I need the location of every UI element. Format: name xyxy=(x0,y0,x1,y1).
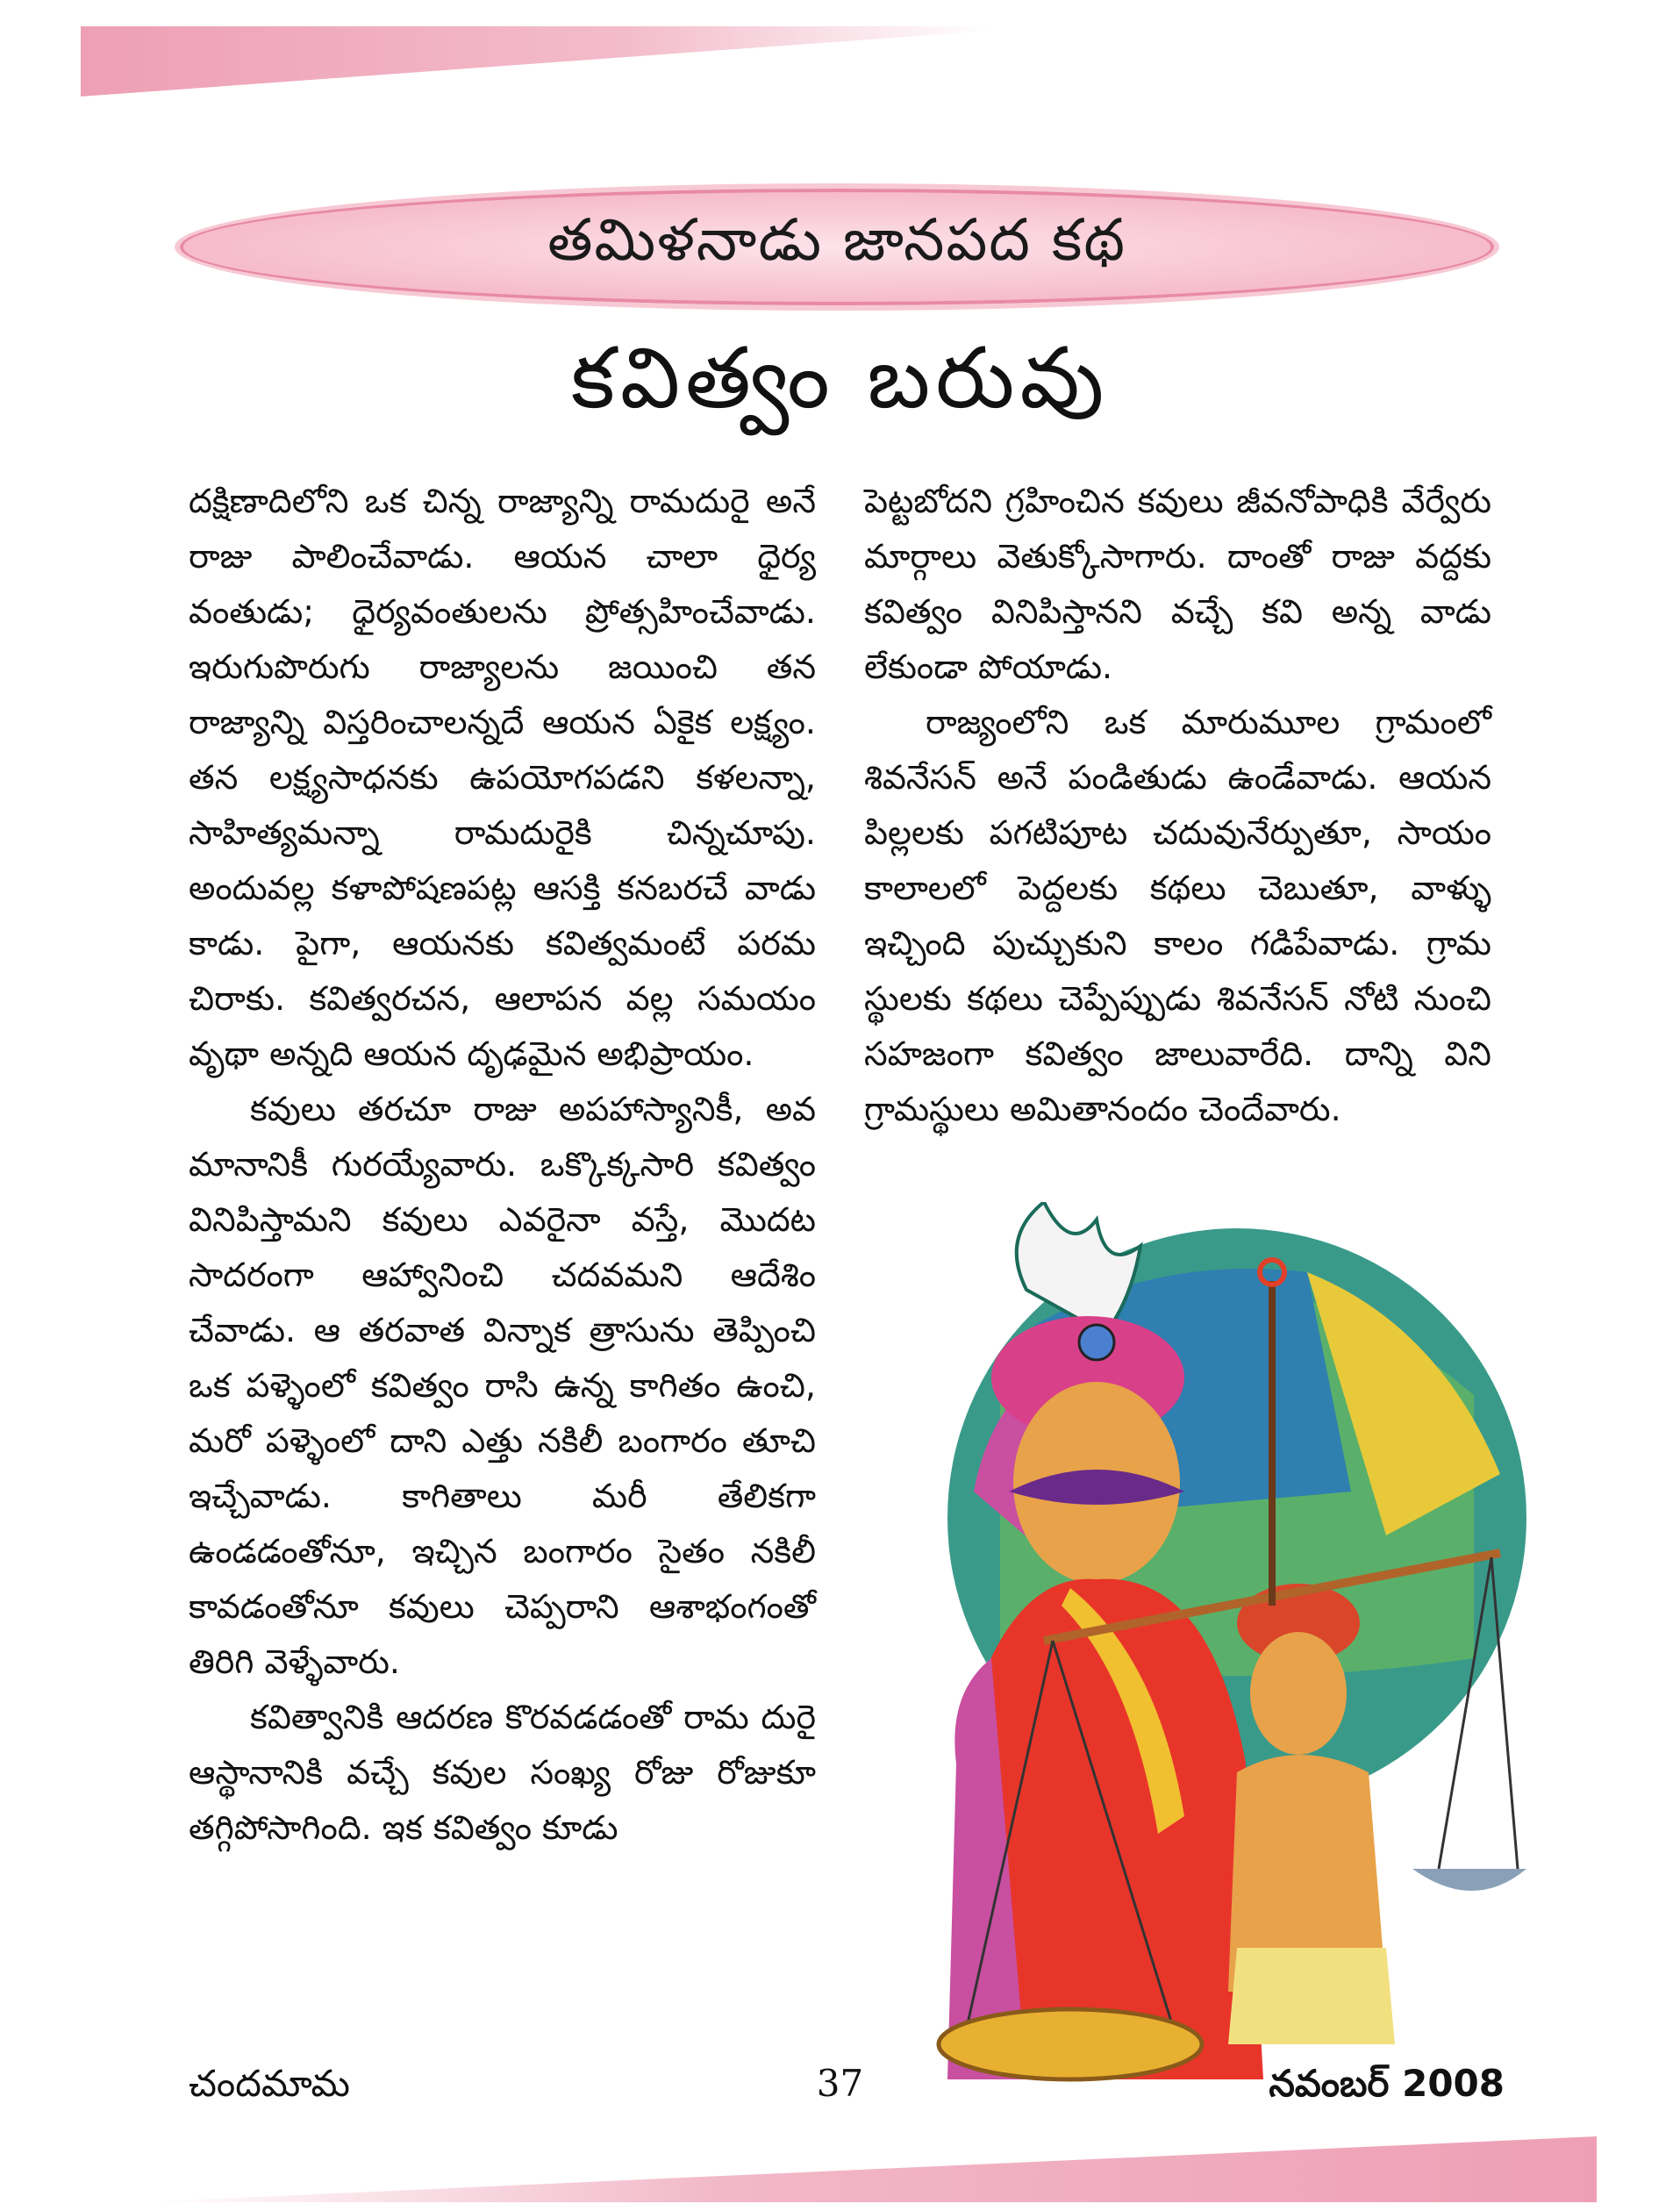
left-column xyxy=(189,474,816,1856)
page-number: 37 xyxy=(816,2062,864,2105)
footer-magazine-name: చందమామ xyxy=(189,2062,350,2105)
section-banner xyxy=(180,189,1494,305)
story-illustration xyxy=(895,1202,1526,2106)
top-decorative-stripe xyxy=(81,26,993,97)
paragraph: దక్షిణాదిలోని ఒక చిన్న రాజ్యాన్ని రామదురై అనే రాజు పాలించేవాడు. ఆయన చాలా ధైర్య వంతుడు; ధైర్యవంతులను ప్రోత్సహించేవాడు. ఇరుగుపొరుగు రాజ్యాలను జయించి తన రాజ్యాన్ని విస్తరించాలన్నదే ఆయన ఏకైక లక్ష్యం. తన లక్ష్యసాధనకు ఉపయోగపడని కళలన్నా, సాహిత్యమన్నా రామదురైకి చిన్నచూపు. అందువల్ల కళాపోషణపట్ల ఆసక్తి కనబరచే వాడు కాడు. పైగా, ఆయనకు కవిత్వమంటే పరమ చిరాకు. కవిత్వరచన, ఆలాపన వల్ల సమయం వృథా అన్నది ఆయన దృఢమైన అభిప్రాయం. xyxy=(189,482,816,1073)
footer-issue-date: నవంబర్ 2008 xyxy=(1269,2062,1505,2105)
right-column xyxy=(864,474,1491,1137)
paragraph: రాజ్యంలోని ఒక మారుమూల గ్రామంలో శివనేసన్ అనే పండితుడు ఉండేవాడు. ఆయన పిల్లలకు పగటిపూట చదువునేర్పుతూ, సాయం కాలాలలో పెద్దలకు కథలు చెబుతూ, వాళ్ళు ఇచ్చింది పుచ్చుకుని కాలం గడిపేవాడు. గ్రామ స్థులకు కథలు చెప్పేప్పుడు శివనేసన్ నోటి నుంచి సహజంగా కవిత్వం జాలువారేది. దాన్ని విని గ్రామస్థులు అమితానందం చెందేవారు. xyxy=(864,703,1491,1128)
bottom-decorative-stripe xyxy=(140,2136,1597,2202)
paragraph: పెట్టబోదని గ్రహించిన కవులు జీవనోపాధికి వేర్వేరు మార్గాలు వెతుక్కోసాగారు. దాంతో రాజు వద్దకు కవిత్వం వినిపిస్తానని వచ్చే కవి అన్న వాడు లేకుండా పోయాడు. xyxy=(864,482,1491,686)
story-title: కవిత్వం బరువు xyxy=(570,329,1110,427)
banner-text: తమిళనాడు జానపద కథ xyxy=(547,206,1126,274)
paragraph: కవిత్వానికి ఆదరణ కొరవడడంతో రామ దురై ఆస్థానానికి వచ్చే కవుల సంఖ్య రోజు రోజుకూ తగ్గిపోసాగింది. ఇక కవిత్వం కూడు xyxy=(189,1698,816,1847)
paragraph: కవులు తరచూ రాజు అపహాస్యానికీ, అవ మానానికీ గురయ్యేవారు. ఒక్కొక్కసారి కవిత్వం వినిపిస్తామని కవులు ఎవరైనా వస్తే, మొదట సాదరంగా ఆహ్వానించి చదవమని ఆదేశిం చేవాడు. ఆ తరవాత విన్నాక త్రాసును తెప్పించి ఒక పళ్ళెంలో కవిత్వం రాసి ఉన్న కాగితం ఉంచి, మరో పళ్ళెంలో దాని ఎత్తు నకిలీ బంగారం తూచి ఇచ్చేవాడు. కాగితాలు మరీ తేలికగా ఉండడంతోనూ, ఇచ్చిన బంగారం సైతం నకిలీ కావడంతోనూ కవులు చెప్పరాని ఆశాభంగంతో తిరిగి వెళ్ళేవారు. xyxy=(189,1090,816,1681)
